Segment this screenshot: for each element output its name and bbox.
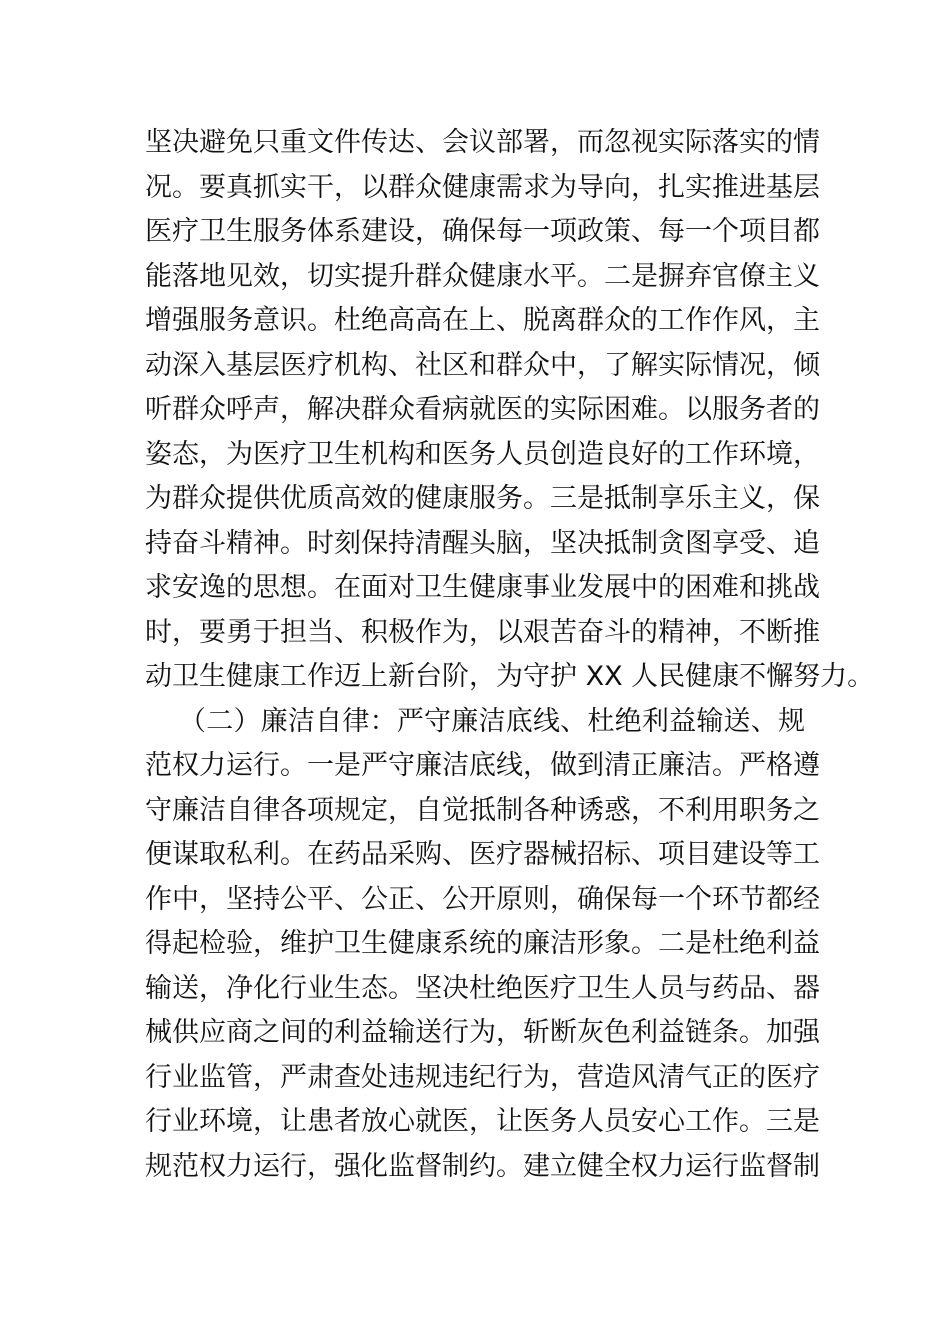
text-line: 行业监管，严肃查处违规违纪行为，营造风清气正的医疗 bbox=[145, 1061, 820, 1093]
text-line: 械供应商之间的利益输送行为，斩断灰色利益链条。加强 bbox=[145, 1017, 820, 1048]
document-body bbox=[145, 121, 875, 1189]
text-line: 听群众呼声，解决群众看病就医的实际困难。以服务者的 bbox=[145, 394, 820, 425]
text-line: 输送，净化行业生态。坚决杜绝医疗卫生人员与药品、器 bbox=[145, 972, 820, 1004]
text-line: 动卫生健康工作迈上新台阶，为守护 XX 人民健康不懈努力。 bbox=[145, 661, 875, 692]
section-heading-line: （二）廉洁自律：严守廉洁底线、杜绝利益输送、规 bbox=[179, 705, 805, 737]
text-line: 况。要真抓实干，以群众健康需求为导向，扎实推进基层 bbox=[145, 171, 820, 203]
text-line: 增强服务意识。杜绝高高在上、脱离群众的工作作风，主 bbox=[145, 305, 820, 336]
text-line: 动深入基层医疗机构、社区和群众中，了解实际情况，倾 bbox=[145, 349, 820, 381]
text-line: 范权力运行。一是严守廉洁底线，做到清正廉洁。严格遵 bbox=[145, 750, 820, 781]
text-line: 得起检验，维护卫生健康系统的廉洁形象。二是杜绝利益 bbox=[145, 928, 820, 959]
text-line: 求安逸的思想。在面对卫生健康事业发展中的困难和挑战 bbox=[145, 572, 820, 603]
text-line: 能落地见效，切实提升群众健康水平。二是摒弃官僚主义 bbox=[145, 260, 820, 292]
text-line: 规范权力运行，强化监督制约。建立健全权力运行监督制 bbox=[145, 1150, 820, 1182]
text-line: 作中，坚持公平、公正、公开原则，确保每一个环节都经 bbox=[145, 883, 820, 915]
text-line: 时，要勇于担当、积极作为，以艰苦奋斗的精神，不断推 bbox=[145, 616, 820, 648]
text-line: 持奋斗精神。时刻保持清醒头脑，坚决抵制贪图享受、追 bbox=[145, 527, 820, 559]
text-line: 为群众提供优质高效的健康服务。三是抵制享乐主义，保 bbox=[145, 483, 820, 514]
text-line: 医疗卫生服务体系建设，确保每一项政策、每一个项目都 bbox=[145, 216, 820, 247]
text-line: 姿态，为医疗卫生机构和医务人员创造良好的工作环境， bbox=[145, 438, 820, 470]
text-line: 坚决避免只重文件传达、会议部署，而忽视实际落实的情 bbox=[145, 127, 820, 158]
text-line: 守廉洁自律各项规定，自觉抵制各种诱惑，不利用职务之 bbox=[145, 794, 820, 826]
text-line: 行业环境，让患者放心就医，让医务人员安心工作。三是 bbox=[145, 1106, 820, 1137]
text-line: 便谋取私利。在药品采购、医疗器械招标、项目建设等工 bbox=[145, 839, 820, 870]
